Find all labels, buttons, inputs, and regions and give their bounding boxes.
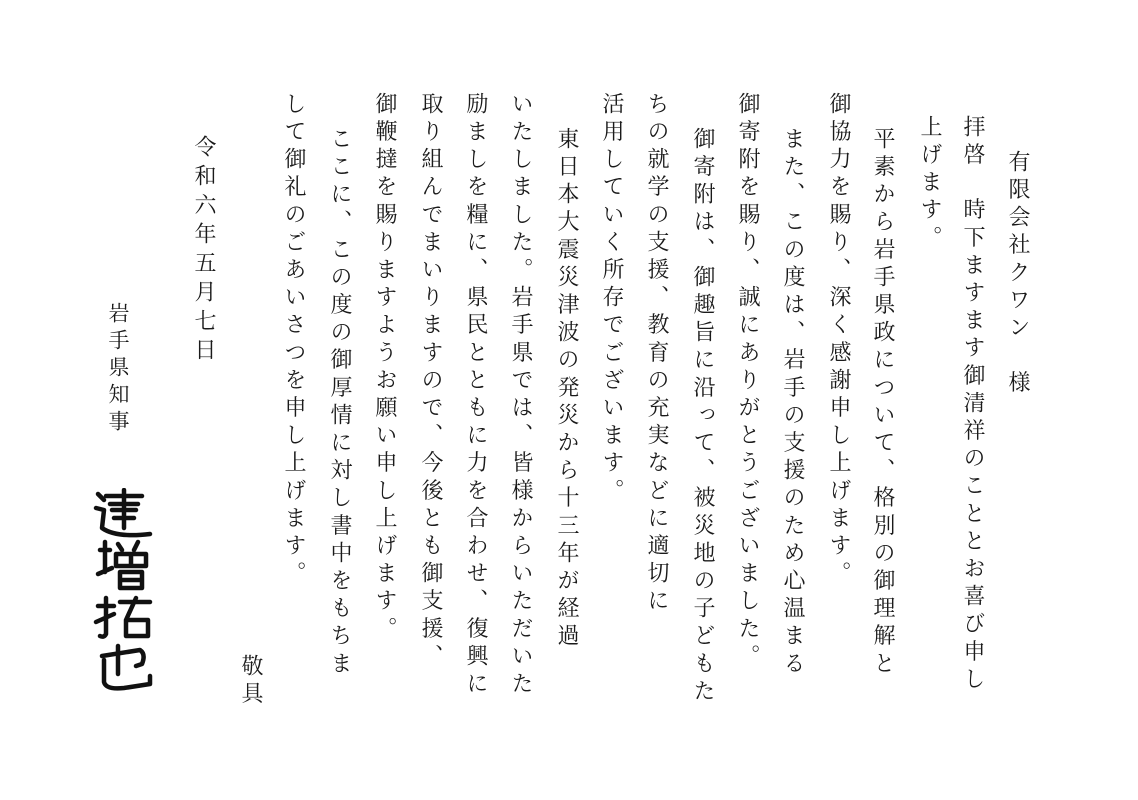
closing: 敬具 <box>238 654 263 710</box>
sender-title: 岩手県知事 <box>106 302 130 437</box>
letter-line-7: 御寄附は、御趣旨に沿って、被災地の子どもた <box>690 127 715 707</box>
letter-line-3: 平素から岩手県政について、格別の御理解と <box>870 127 895 679</box>
letter-line-4: 御協力を賜り、深く感謝申し上げます。 <box>826 92 851 589</box>
letter-line-5: また、この度は、岩手の支援のため心温まる <box>780 127 805 679</box>
letter-line-14: 御鞭撻を賜りますようお願い申し上げます。 <box>372 92 397 644</box>
letter-line-12: 励ましを糧に、県民とともに力を合わせ、復興に <box>463 92 488 700</box>
letter-line-10: 東日本大震災津波の発災から十三年が経過 <box>554 127 579 652</box>
letter-line-2: 上げます。 <box>917 115 942 253</box>
addressee: 有限会社クワン 様 <box>1005 150 1030 399</box>
letter-date: 令和六年五月七日 <box>191 135 216 367</box>
letter-line-8: ちの就学の支援、教育の充実などに適切に <box>644 92 669 617</box>
letter-line-13: 取り組んでまいりますので、今後とも御支援、 <box>418 92 443 672</box>
signature-image <box>92 488 156 694</box>
letter-line-11: いたしました。岩手県では、皆様からいただいた <box>508 92 533 700</box>
letter-line-15: ここに、この度の御厚情に対し書中をもちま <box>327 127 352 679</box>
letter-line-9: 活用していく所存でございます。 <box>599 92 624 506</box>
letter-line-6: 御寄附を賜り、誠にありがとうございました。 <box>735 92 760 672</box>
letter-line-1: 拝啓 時下ますます御清祥のこととお喜び申し <box>960 115 985 695</box>
letter-line-16: して御礼のごあいさつを申し上げます。 <box>281 92 306 589</box>
